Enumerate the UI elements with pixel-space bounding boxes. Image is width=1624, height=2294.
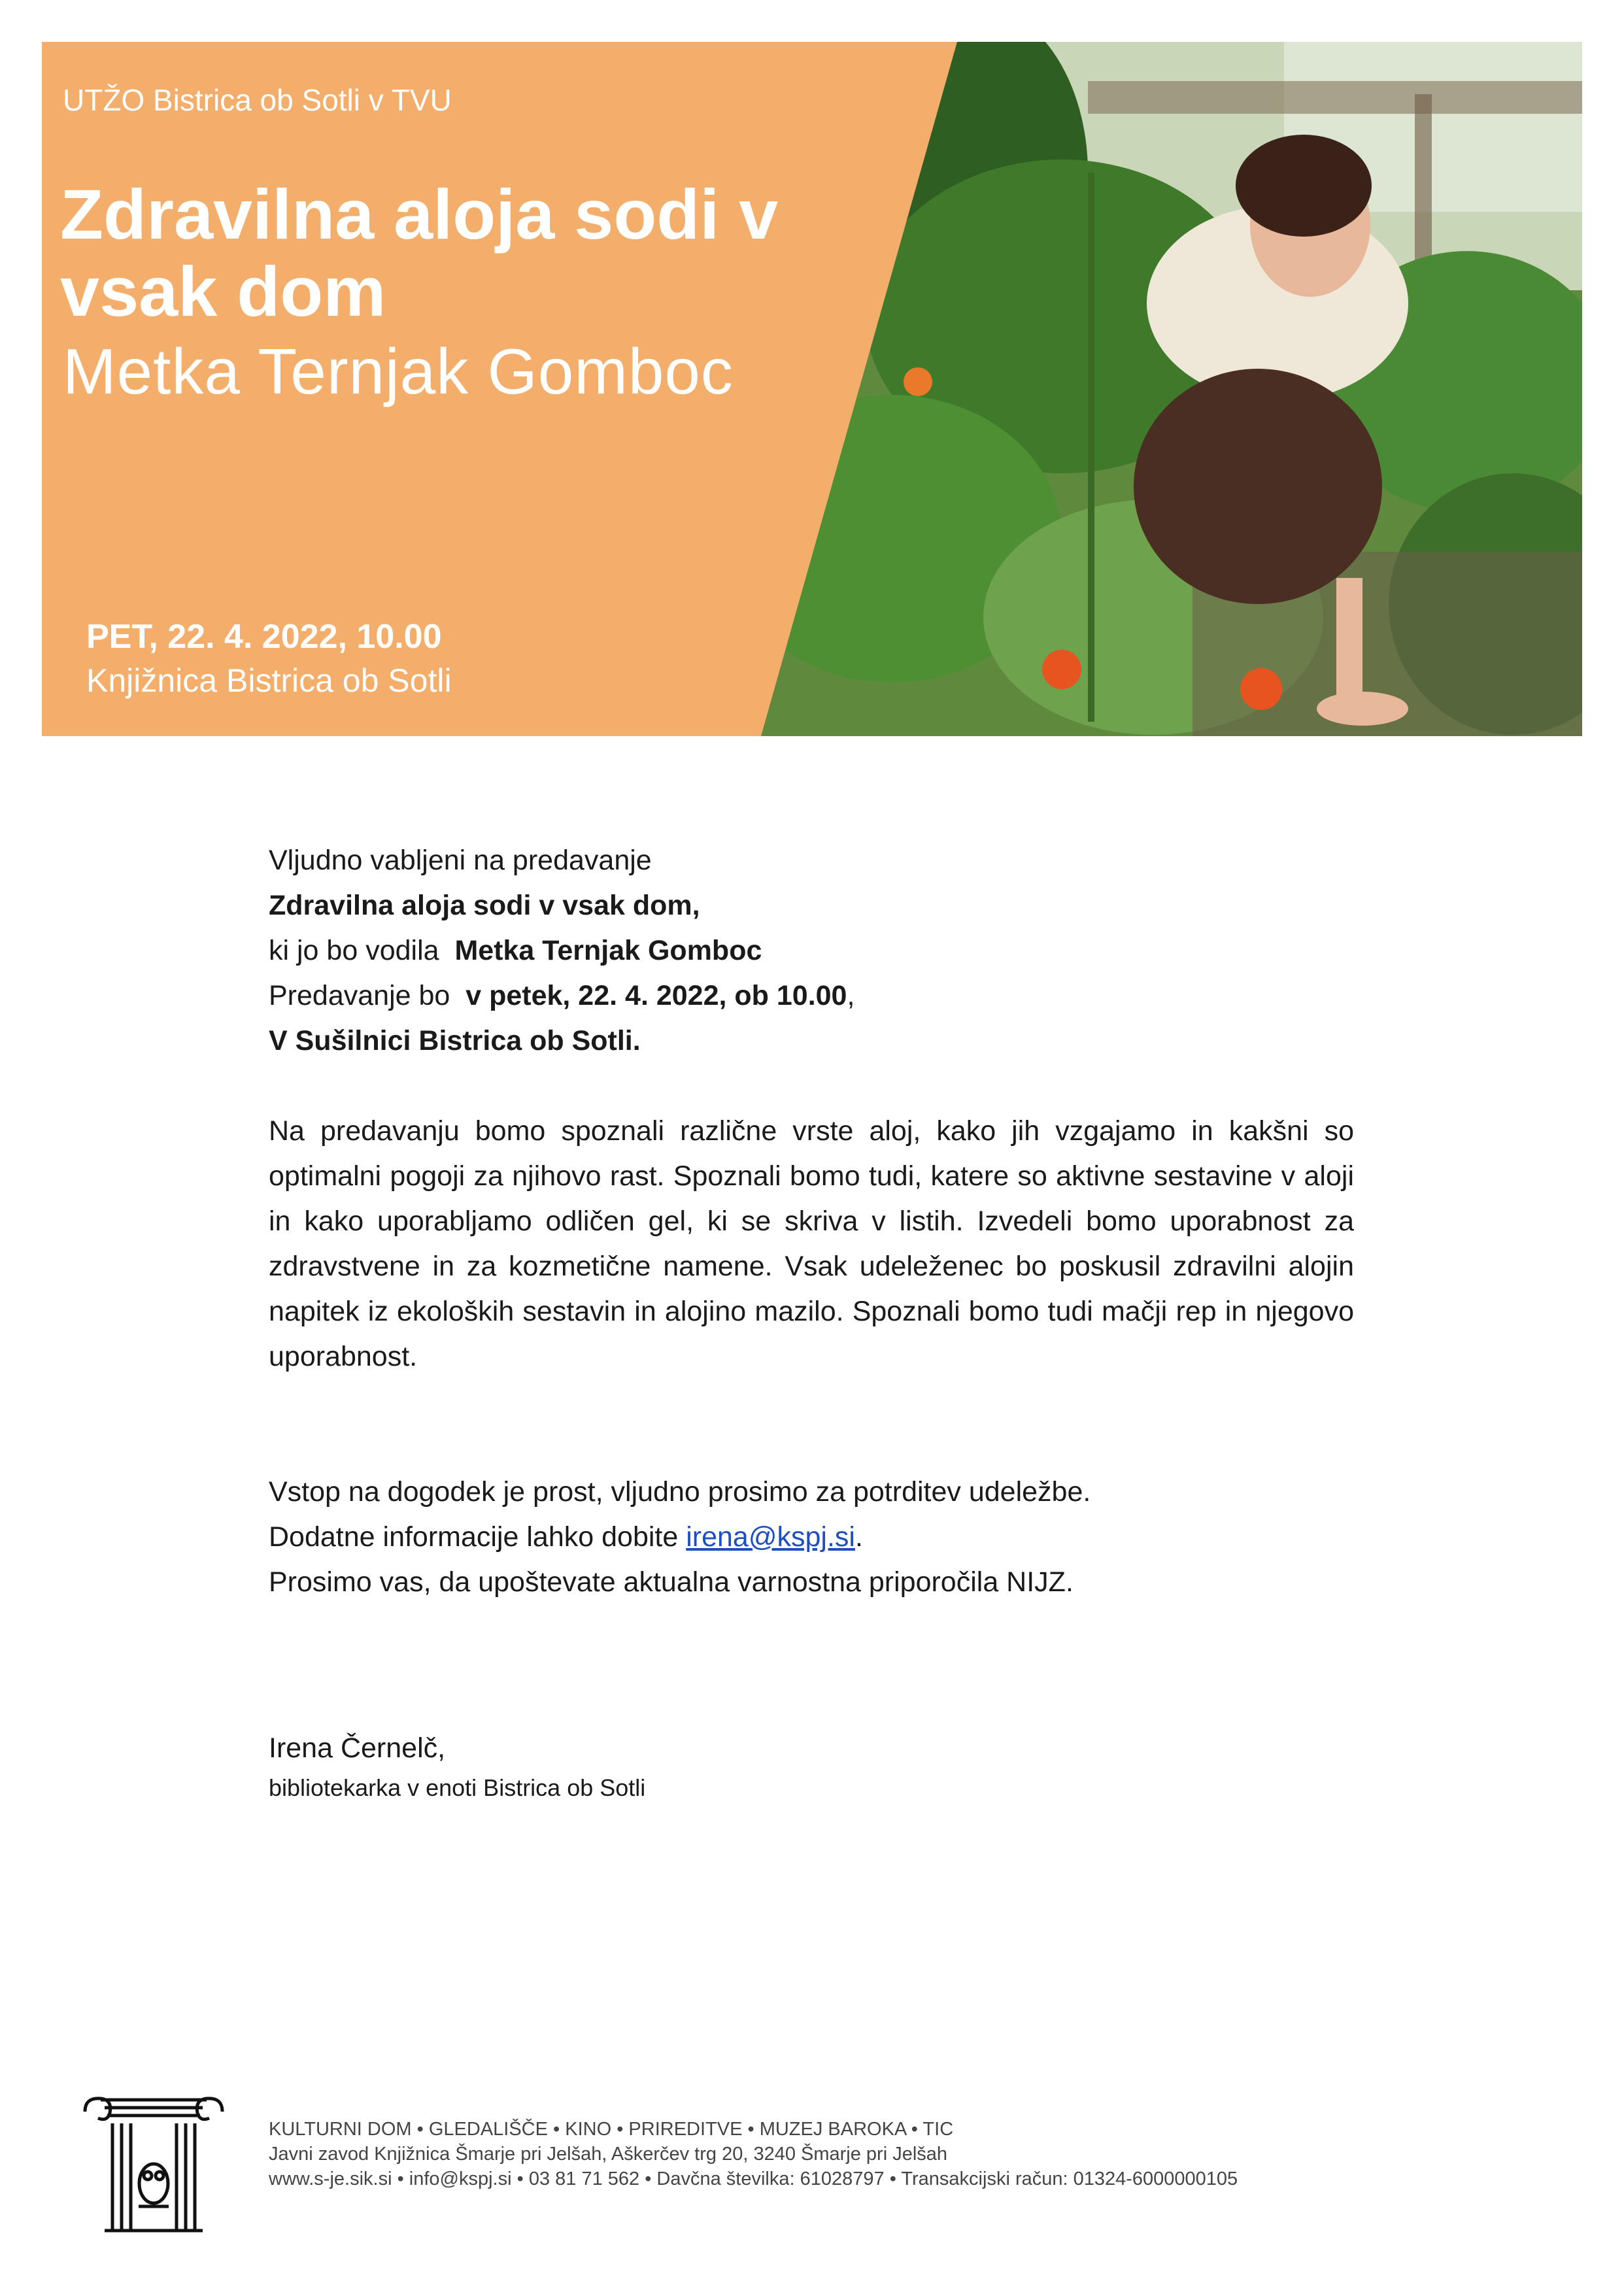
info-suffix: . bbox=[854, 1521, 863, 1553]
lecturer-name: Metka Ternjak Gomboc bbox=[454, 935, 762, 966]
banner-venue: Knjižnica Bistrica ob Sotli bbox=[86, 662, 452, 699]
invitation-line-4 bbox=[269, 973, 1354, 1019]
signature-name: Irena Černelč, bbox=[269, 1732, 446, 1764]
info-line-3: Prosimo vas, da upoštevate aktualna varnostna priporočila NIJZ. bbox=[269, 1566, 1074, 1598]
banner-kicker: UTŽO Bistrica ob Sotli v TVU bbox=[63, 83, 452, 117]
footer-line-3: www.s-je.sik.si • info@kspj.si • 03 81 71 562 • Davčna številka: 61028797 • Transakcijski račun: 01324-6000000105 bbox=[269, 2168, 1238, 2189]
footer-line-2: Javni zavod Knjižnica Šmarje pri Jelšah, Aškerčev trg 20, 3240 Šmarje pri Jelšah bbox=[269, 2144, 948, 2165]
date-suffix: , bbox=[847, 980, 855, 1011]
date-prefix: Predavanje bo bbox=[269, 980, 466, 1011]
description: Na predavanju bomo spoznali različne vrste aloj, kako jih vzgajamo in kakšni so optimalni pogoji za njihovo rast. Spoznali bomo tudi, katere so aktivne sestavine v aloji in kako uporabljamo odličen gel, ki se skriva v listih. Izvedeli bomo uporabnost za zdravstvene in za kozmetične namene. Vsak udeleženec bo poskusil zdravilni alojin napitek iz ekoloških sestavin in alojino mazilo. Spoznali bomo tudi mačji rep in njegovo uporabnost. bbox=[269, 1115, 1354, 1372]
signature-role: bibliotekarka v enoti Bistrica ob Sotli bbox=[269, 1774, 646, 1801]
invitation-line-1: Vljudno vabljeni na predavanje bbox=[269, 845, 652, 876]
banner-speaker: Metka Ternjak Gomboc bbox=[63, 335, 734, 407]
lecture-date: v petek, 22. 4. 2022, ob 10.00 bbox=[465, 980, 847, 1011]
library-logo-icon bbox=[78, 2092, 229, 2236]
organization-footer bbox=[269, 2117, 1238, 2191]
info-line-1: Vstop na dogodek je prost, vljudno prosimo za potrditev udeležbe. bbox=[269, 1476, 1091, 1508]
signature bbox=[269, 1726, 645, 1805]
lecture-venue: V Sušilnici Bistrica ob Sotli. bbox=[269, 1025, 641, 1056]
event-banner bbox=[42, 42, 1582, 736]
lecture-title: Zdravilna aloja sodi v vsak dom, bbox=[269, 890, 700, 921]
invitation bbox=[269, 838, 1354, 1064]
invitation-line-3 bbox=[269, 928, 1354, 973]
banner-date: PET, 22. 4. 2022, 10.00 bbox=[86, 618, 442, 656]
email-link[interactable]: irena@kspj.si bbox=[686, 1521, 855, 1553]
info-line-2 bbox=[269, 1515, 1354, 1560]
info-prefix: Dodatne informacije lahko dobite bbox=[269, 1521, 686, 1553]
info-block bbox=[269, 1470, 1354, 1605]
lecturer-prefix: ki jo bo vodila bbox=[269, 935, 455, 966]
letter-body bbox=[269, 838, 1354, 1605]
banner-title: Zdravilna aloja sodi v vsak dom bbox=[60, 175, 779, 331]
footer-line-1: KULTURNI DOM • GLEDALIŠČE • KINO • PRIREDITVE • MUZEJ BAROKA • TIC bbox=[269, 2119, 954, 2140]
